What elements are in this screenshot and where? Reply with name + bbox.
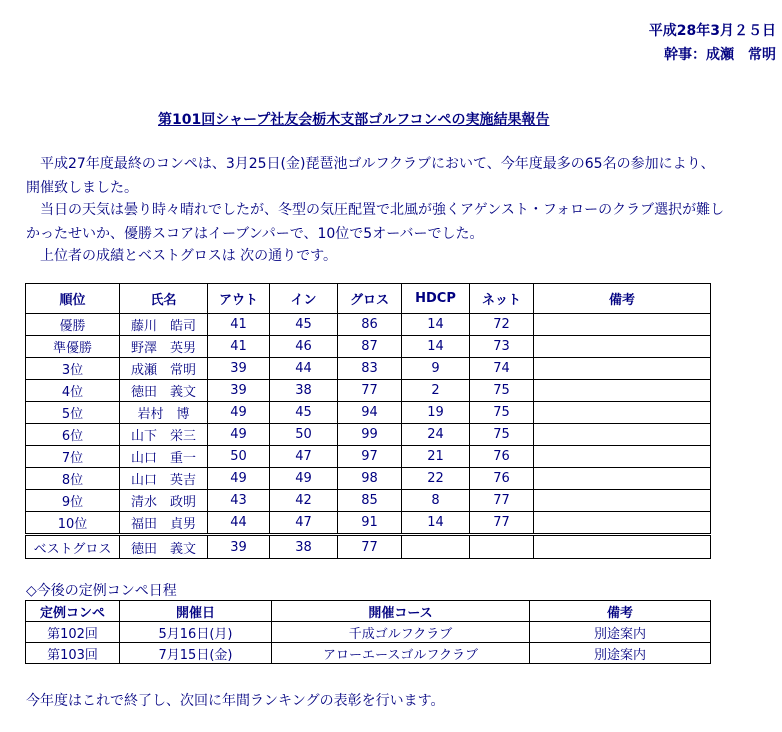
- table-cell: 91: [338, 512, 402, 535]
- table-cell: イン: [270, 284, 338, 314]
- best-gross-row: [26, 535, 711, 559]
- table-row: [26, 424, 711, 446]
- footer-note: 今年度はこれで終了し、次回に年間ランキングの表彰を行います。: [26, 693, 445, 709]
- table-cell: 86: [338, 314, 402, 336]
- table-cell: [534, 446, 711, 468]
- table-cell: 4位: [26, 380, 120, 402]
- table-row: [26, 512, 711, 535]
- table-cell: [534, 424, 711, 446]
- table-cell: [534, 402, 711, 424]
- table-cell: 44: [270, 358, 338, 380]
- table-cell: 38: [270, 535, 338, 559]
- table-cell: 山下 栄三: [120, 424, 208, 446]
- table-cell: 優勝: [26, 314, 120, 336]
- table-cell: 第102回: [26, 622, 120, 643]
- table-cell: 9位: [26, 490, 120, 512]
- table-cell: 開催コース: [272, 601, 530, 622]
- table-cell: 74: [470, 358, 534, 380]
- table-cell: 47: [270, 512, 338, 535]
- table-cell: 87: [338, 336, 402, 358]
- table-cell: 49: [208, 424, 270, 446]
- table-cell: 38: [270, 380, 338, 402]
- table-row: [26, 314, 711, 336]
- table-cell: 8位: [26, 468, 120, 490]
- table-cell: 77: [470, 512, 534, 535]
- table-cell: アウト: [208, 284, 270, 314]
- table-cell: [534, 490, 711, 512]
- table-cell: 21: [402, 446, 470, 468]
- table-cell: [470, 535, 534, 559]
- table-cell: 野澤 英男: [120, 336, 208, 358]
- table-cell: 76: [470, 446, 534, 468]
- table-cell: [534, 380, 711, 402]
- table-cell: 43: [208, 490, 270, 512]
- table-cell: 清水 政明: [120, 490, 208, 512]
- table-cell: 準優勝: [26, 336, 120, 358]
- results-table: [25, 283, 711, 559]
- table-cell: 2: [402, 380, 470, 402]
- table-cell: 10位: [26, 512, 120, 535]
- paragraph-results-lead: 上位者の成績とベストグロスは 次の通りです。: [26, 248, 338, 264]
- table-cell: 49: [270, 468, 338, 490]
- table-cell: 75: [470, 380, 534, 402]
- table-cell: 75: [470, 424, 534, 446]
- table-cell: ネット: [470, 284, 534, 314]
- table-cell: 42: [270, 490, 338, 512]
- table-cell: 7月15日(金): [120, 643, 272, 664]
- table-cell: [534, 314, 711, 336]
- table-cell: 41: [208, 336, 270, 358]
- table-cell: 39: [208, 358, 270, 380]
- table-cell: 45: [270, 402, 338, 424]
- table-cell: [534, 512, 711, 535]
- table-cell: 備考: [530, 601, 711, 622]
- table-cell: 83: [338, 358, 402, 380]
- table-cell: [534, 358, 711, 380]
- table-cell: 第103回: [26, 643, 120, 664]
- table-cell: 39: [208, 535, 270, 559]
- table-cell: 定例コンペ: [26, 601, 120, 622]
- table-cell: 山口 重一: [120, 446, 208, 468]
- table-cell: 44: [208, 512, 270, 535]
- table-row: [26, 358, 711, 380]
- table-cell: 24: [402, 424, 470, 446]
- table-cell: 50: [270, 424, 338, 446]
- table-cell: 77: [338, 535, 402, 559]
- table-cell: 76: [470, 468, 534, 490]
- table-cell: 49: [208, 402, 270, 424]
- table-cell: 千成ゴルフクラブ: [272, 622, 530, 643]
- table-row: [26, 336, 711, 358]
- table-cell: 5月16日(月): [120, 622, 272, 643]
- page-title: 第101回シャープ社友会栃木支部ゴルフコンペの実施結果報告: [158, 112, 550, 128]
- table-cell: 9: [402, 358, 470, 380]
- table-cell: 85: [338, 490, 402, 512]
- organizer: 幹事：成瀬 常明: [664, 47, 776, 63]
- table-cell: 19: [402, 402, 470, 424]
- table-cell: アローエースゴルフクラブ: [272, 643, 530, 664]
- table-cell: 福田 貞男: [120, 512, 208, 535]
- table-row: [26, 643, 711, 664]
- table-cell: [534, 468, 711, 490]
- table-cell: 藤川 皓司: [120, 314, 208, 336]
- table-cell: 成瀬 常明: [120, 358, 208, 380]
- table-cell: 46: [270, 336, 338, 358]
- table-cell: HDCP: [402, 284, 470, 314]
- table-cell: 73: [470, 336, 534, 358]
- table-cell: 98: [338, 468, 402, 490]
- table-cell: 山口 英吉: [120, 468, 208, 490]
- table-row: [26, 622, 711, 643]
- table-cell: 岩村 博: [120, 402, 208, 424]
- table-cell: 77: [470, 490, 534, 512]
- table-cell: 3位: [26, 358, 120, 380]
- table-cell: 8: [402, 490, 470, 512]
- table-cell: ベストグロス: [26, 535, 120, 559]
- table-row: [26, 468, 711, 490]
- table-cell: 14: [402, 314, 470, 336]
- table-row: [26, 380, 711, 402]
- table-cell: 22: [402, 468, 470, 490]
- table-cell: [534, 535, 711, 559]
- table-cell: 7位: [26, 446, 120, 468]
- table-cell: 72: [470, 314, 534, 336]
- table-cell: 45: [270, 314, 338, 336]
- report-date: 平成28年3月２５日: [648, 23, 776, 39]
- table-cell: 別途案内: [530, 622, 711, 643]
- table-cell: 94: [338, 402, 402, 424]
- paragraph-weather: 当日の天気は曇り時々晴れでしたが、冬型の気圧配置で北風が強くアゲンスト・フォローのクラブ選択が難し かったせいか、優勝スコアはイーブンパーで、10位で5オーバーでした。: [26, 202, 725, 242]
- table-cell: 順位: [26, 284, 120, 314]
- table-cell: [534, 336, 711, 358]
- table-cell: 別途案内: [530, 643, 711, 664]
- table-cell: 6位: [26, 424, 120, 446]
- table-cell: 開催日: [120, 601, 272, 622]
- table-cell: 徳田 義文: [120, 535, 208, 559]
- table-cell: 75: [470, 402, 534, 424]
- table-cell: グロス: [338, 284, 402, 314]
- table-cell: 99: [338, 424, 402, 446]
- table-row: [26, 402, 711, 424]
- table-cell: 徳田 義文: [120, 380, 208, 402]
- schedule-table: [25, 600, 711, 664]
- table-cell: 39: [208, 380, 270, 402]
- table-cell: 備考: [534, 284, 711, 314]
- table-cell: 47: [270, 446, 338, 468]
- table-row: [26, 490, 711, 512]
- table-cell: 5位: [26, 402, 120, 424]
- table-header-row: [26, 284, 711, 314]
- table-cell: 77: [338, 380, 402, 402]
- table-cell: 14: [402, 336, 470, 358]
- table-cell: [402, 535, 470, 559]
- table-row: [26, 446, 711, 468]
- table-cell: 97: [338, 446, 402, 468]
- paragraph-intro: 平成27年度最終のコンペは、3月25日(金)琵琶池ゴルフクラブにおいて、今年度最多の65名の参加により、 開催致しました。: [26, 156, 715, 196]
- schedule-heading: ◇今後の定例コンペ日程: [26, 583, 177, 599]
- table-cell: 14: [402, 512, 470, 535]
- table-cell: 氏名: [120, 284, 208, 314]
- table-cell: 49: [208, 468, 270, 490]
- table-cell: 50: [208, 446, 270, 468]
- table-header-row: [26, 601, 711, 622]
- table-cell: 41: [208, 314, 270, 336]
